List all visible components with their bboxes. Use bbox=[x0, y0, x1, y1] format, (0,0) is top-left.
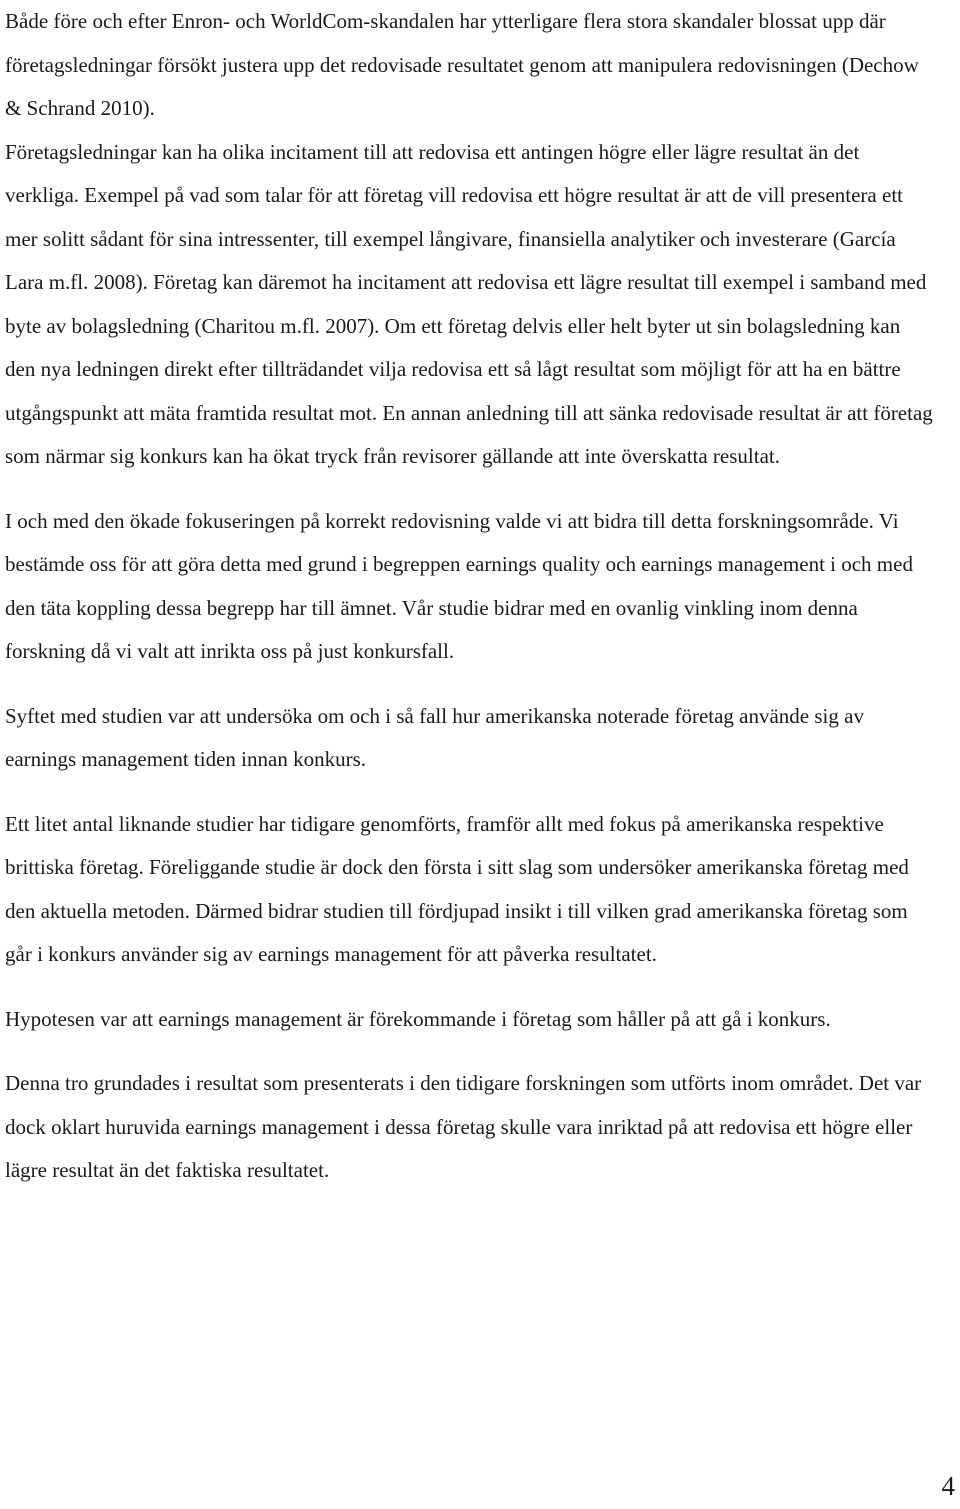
paragraph-3: I och med den ökade fokuseringen på korrekt redovisning valde vi att bidra till detta forskningsområde. Vi bestämde oss för att göra detta med grund i begreppen earnings quality och earnings management i och med den täta koppling dessa begrepp har till ämnet. Vår studie bidrar med en ovanlig vinkling inom denna forskning då vi valt att inrikta oss på just konkursfall. bbox=[5, 508, 913, 663]
page-number: 4 bbox=[941, 1471, 955, 1501]
paragraph-gap bbox=[5, 674, 935, 695]
paragraph-4: Syftet med studien var att undersöka om och i så fall hur amerikanska noterade företag använde sig av earnings management tiden innan konkurs. bbox=[5, 703, 864, 771]
document-page bbox=[5, 0, 935, 1193]
paragraph-6: Hypotesen var att earnings management är förekommande i företag som håller på att gå i konkurs. bbox=[5, 1006, 831, 1031]
paragraph-7: Denna tro grundades i resultat som presenterats i den tidigare forskningen som utförts inom området. Det var dock oklart huruvida earnings management i dessa företag skulle vara inriktad på att redovisa ett högre eller lägre resultat än det faktiska resultatet. bbox=[5, 1071, 922, 1182]
paragraph-gap bbox=[5, 782, 935, 803]
paragraph-1: Både före och efter Enron- och WorldCom-skandalen har ytterligare flera stora skandaler blossat upp där företagsledningar försökt justera upp det redovisade resultatet genom att manipulera redovisningen (Dechow & Schrand 2010). bbox=[5, 9, 919, 120]
paragraph-gap bbox=[5, 1041, 935, 1062]
paragraph-5: Ett litet antal liknande studier har tidigare genomförts, framför allt med fokus på amerikanska respektive brittiska företag. Föreliggande studie är dock den första i sitt slag som undersöker amerikanska företag med den aktuella metoden. Därmed bidrar studien till fördjupad insikt i till vilken grad amerikanska företag som går i konkurs använder sig av earnings management för att påverka resultatet. bbox=[5, 811, 909, 966]
paragraph-2: Företagsledningar kan ha olika incitament till att redovisa ett antingen högre eller lägre resultat än det verkliga. Exempel på vad som talar för att företag vill redovisa ett högre resultat är att de vill presentera ett mer solitt sådant för sina intressenter, till exempel långivare, finansiella analytiker och investerare (García Lara m.fl. 2008). Företag kan däremot ha incitament att redovisa ett lägre resultat till exempel i samband med byte av bolagsledning (Charitou m.fl. 2007). Om ett företag delvis eller helt byter ut sin bolagsledning kan den nya ledningen direkt efter tillträdandet vilja redovisa ett så lågt resultat som möjligt för att ha en bättre utgångspunkt att mäta framtida resultat mot. En annan anledning till att sänka redovisade resultat är att företag som närmar sig konkurs kan ha ökat tryck från revisorer gällande att inte överskatta resultat. bbox=[5, 139, 933, 468]
paragraph-gap bbox=[5, 977, 935, 998]
paragraph-gap bbox=[5, 479, 935, 500]
